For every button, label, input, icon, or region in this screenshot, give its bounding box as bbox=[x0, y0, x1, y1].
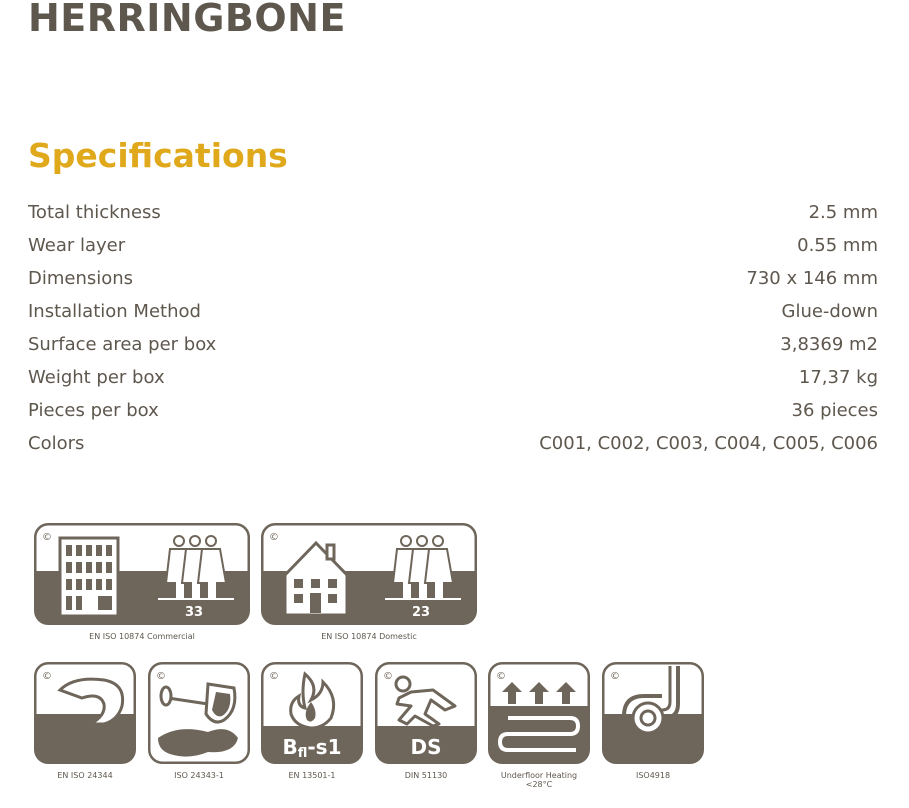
copyright-mark: © bbox=[269, 532, 279, 543]
icon-caption: EN 13501-1 bbox=[288, 771, 336, 780]
copyright-mark: © bbox=[42, 671, 52, 682]
spec-label: Dimensions bbox=[28, 268, 134, 289]
commercial-building-icon bbox=[34, 523, 250, 625]
spec-row bbox=[28, 365, 878, 398]
icon-domestic bbox=[261, 523, 477, 641]
page-title: HERRINGBONE bbox=[28, 0, 346, 40]
spec-label: Pieces per box bbox=[28, 400, 159, 421]
icon-caption: EN ISO 10874 Domestic bbox=[321, 632, 417, 641]
icon-caption: EN ISO 10874 Commercial bbox=[89, 632, 195, 641]
icon-iso-24343 bbox=[148, 662, 250, 780]
flexibility-icon bbox=[34, 662, 136, 764]
spec-label: Installation Method bbox=[28, 301, 201, 322]
copyright-mark: © bbox=[42, 532, 52, 543]
spec-row bbox=[28, 431, 878, 464]
slip-resistance-icon bbox=[375, 662, 477, 764]
icon-caption: ISO 24343-1 bbox=[174, 771, 224, 780]
spec-value: 17,37 kg bbox=[798, 367, 878, 388]
fire-class-icon bbox=[261, 662, 363, 764]
spec-label: Surface area per box bbox=[28, 334, 217, 355]
icon-en-iso-24344 bbox=[34, 662, 136, 780]
underfloor-heating-icon bbox=[488, 662, 590, 764]
spec-value: 2.5 mm bbox=[808, 202, 878, 223]
spec-label: Total thickness bbox=[28, 202, 161, 223]
icon-commercial bbox=[34, 523, 250, 641]
spec-value: C001, C002, C003, C004, C005, C006 bbox=[539, 433, 878, 454]
spec-row bbox=[28, 299, 878, 332]
spec-label: Colors bbox=[28, 433, 85, 454]
spec-value: 0.55 mm bbox=[797, 235, 878, 256]
spec-label: Weight per box bbox=[28, 367, 165, 388]
copyright-mark: © bbox=[610, 671, 620, 682]
spec-table bbox=[28, 200, 878, 464]
spec-row bbox=[28, 398, 878, 431]
spill-resistance-icon bbox=[148, 662, 250, 764]
spec-row bbox=[28, 332, 878, 365]
copyright-mark: © bbox=[496, 671, 506, 682]
icon-caption: EN ISO 24344 bbox=[57, 771, 113, 780]
class-number: 33 bbox=[184, 605, 204, 620]
icon-underfloor-heating bbox=[488, 662, 590, 789]
spec-value: Glue-down bbox=[781, 301, 878, 322]
spec-value: 730 x 146 mm bbox=[746, 268, 878, 289]
icon-caption-secondary: <28°C bbox=[525, 780, 553, 789]
specifications-heading: Specifications bbox=[28, 136, 288, 175]
slip-class-label: DS bbox=[410, 735, 442, 759]
castor-chair-icon bbox=[602, 662, 704, 764]
spec-value: 3,8369 m2 bbox=[780, 334, 878, 355]
fire-class-label: Bfl-s1 bbox=[282, 735, 342, 761]
class-number: 23 bbox=[411, 605, 431, 620]
copyright-mark: © bbox=[156, 671, 166, 682]
copyright-mark: © bbox=[383, 671, 393, 682]
icon-caption: Underfloor Heating bbox=[500, 771, 578, 780]
spec-value: 36 pieces bbox=[791, 400, 878, 421]
spec-label: Wear layer bbox=[28, 235, 126, 256]
spec-row bbox=[28, 266, 878, 299]
domestic-house-icon bbox=[261, 523, 477, 625]
icon-caption: DIN 51130 bbox=[404, 771, 448, 780]
icon-din-51130 bbox=[375, 662, 477, 780]
icon-iso-4918 bbox=[602, 662, 704, 780]
spec-row bbox=[28, 200, 878, 233]
copyright-mark: © bbox=[269, 671, 279, 682]
icon-caption: ISO4918 bbox=[635, 771, 671, 780]
spec-row bbox=[28, 233, 878, 266]
icon-en-13501 bbox=[261, 662, 363, 780]
